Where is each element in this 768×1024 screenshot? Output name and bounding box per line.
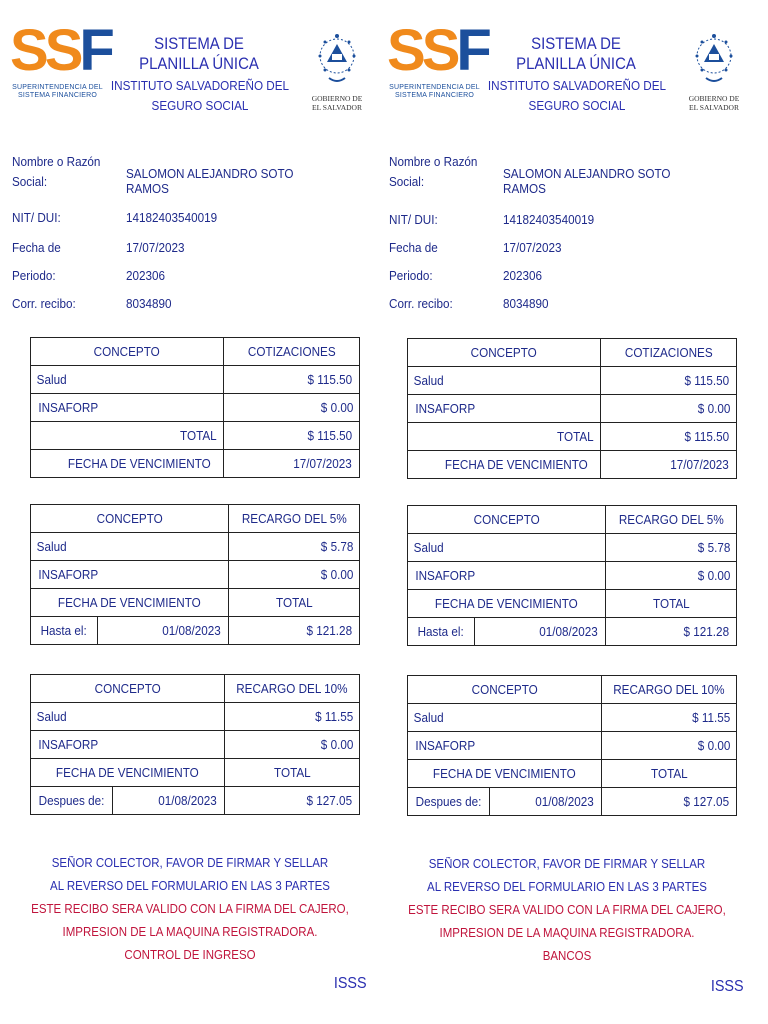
copy-label: BANCOS	[542, 949, 592, 963]
table-row: INSAFORP $ 0.00	[31, 561, 360, 589]
fecha-label: Fecha de	[12, 240, 61, 255]
cotizaciones-table	[30, 337, 360, 478]
table-row: INSAFORP $ 0.00	[408, 732, 737, 760]
institution-name: INSTITUTO SALVADOREÑO DEL SEGURO SOCIAL	[110, 78, 290, 113]
system-title: SISTEMA DE PLANILLA ÚNICA	[516, 34, 636, 73]
col-cotizaciones: COTIZACIONES	[247, 344, 336, 359]
copy-label: CONTROL DE INGRESO	[124, 948, 256, 962]
isss-footer: ISSS	[710, 978, 744, 995]
table-row: INSAFORP $ 0.00	[408, 395, 737, 423]
table-row: Salud $ 115.50	[408, 367, 737, 395]
table-row: Salud $ 11.55	[31, 703, 360, 731]
gov-line-1: GOBIERNO DE	[311, 94, 363, 103]
cotizaciones-table: CONCEPTO COTIZACIONES Salud $ 115.50 INSAFORP $ 0.00 TOTAL $ 115.50 FECHA DE VENCIMIENTO 17/07/2023	[407, 338, 737, 479]
nit-value: 14182403540019	[126, 210, 218, 225]
government-seal-icon	[311, 28, 363, 112]
due-row: FECHA DE VENCIMIENTO 17/07/2023	[31, 450, 360, 478]
col-concepto: CONCEPTO	[93, 344, 161, 359]
recargo-5-table: CONCEPTO RECARGO DEL 5% Salud $ 5.78 INSAFORP $ 0.00 FECHA DE VENCIMIENTO TOTAL Hasta el: 01/08/2023 $ 121.28	[30, 504, 360, 645]
table-row: Salud $ 5.78	[31, 533, 360, 561]
table-row: Salud $ 11.55	[408, 704, 737, 732]
logo-tagline: SUPERINTENDENCIA DEL SISTEMA FINANCIERO	[389, 84, 480, 99]
isss-footer: ISSS	[333, 975, 367, 992]
periodo-label: Periodo:	[12, 268, 56, 283]
ssf-logo: SSF SUPERINTENDENCIA DEL SISTEMA FINANCIERO	[10, 18, 111, 99]
due-row: FECHA DE VENCIMIENTO 17/07/2023	[408, 451, 737, 479]
table-row: INSAFORP $ 0.00	[31, 394, 360, 422]
name-value: SALOMON ALEJANDRO SOTO RAMOS	[126, 166, 294, 196]
periodo-value: 202306	[126, 268, 166, 283]
institution-name: INSTITUTO SALVADOREÑO DEL SEGURO SOCIAL	[487, 78, 667, 113]
total-row: TOTAL $ 115.50	[408, 423, 737, 451]
receipt-copy-control	[10, 0, 370, 1024]
system-title: SISTEMA DE PLANILLA ÚNICA	[139, 34, 259, 73]
collector-notes: SEÑOR COLECTOR, FAVOR DE FIRMAR Y SELLAR AL REVERSO DEL FORMULARIO EN LAS 3 PARTES ESTE RECIBO SERA VALIDO CON LA FIRMA DEL CAJERO, IMPRESION DE LA MAQUINA REGISTRADORA. CONTROL DE INGRESO	[10, 852, 370, 967]
fecha-value: 17/07/2023	[126, 240, 185, 255]
ssf-logo: SSF SUPERINTENDENCIA DEL SISTEMA FINANCIERO	[387, 18, 488, 99]
logo-tagline: SUPERINTENDENCIA DEL SISTEMA FINANCIERO	[12, 84, 103, 99]
corr-label: Corr. recibo:	[12, 296, 76, 311]
name-label: Nombre o Razón Social:	[12, 154, 101, 189]
table-row: Salud $ 115.50	[31, 366, 360, 394]
nit-label: NIT/ DUI:	[12, 210, 61, 225]
corr-value: 8034890	[126, 296, 172, 311]
receipt-header	[387, 20, 747, 120]
total-row: TOTAL $ 115.50	[31, 422, 360, 450]
table-row: Salud $ 5.78	[408, 534, 737, 562]
recargo-10-table: CONCEPTO RECARGO DEL 10% Salud $ 11.55 INSAFORP $ 0.00 FECHA DE VENCIMIENTO TOTAL Despues de: 01/08/2023 $ 127.05	[407, 675, 737, 816]
collector-notes: SEÑOR COLECTOR, FAVOR DE FIRMAR Y SELLAR AL REVERSO DEL FORMULARIO EN LAS 3 PARTES ESTE RECIBO SERA VALIDO CON LA FIRMA DEL CAJERO, IMPRESION DE LA MAQUINA REGISTRADORA. BANCOS	[387, 853, 747, 968]
table-row: INSAFORP $ 0.00	[31, 731, 360, 759]
gov-line-2: EL SALVADOR	[312, 103, 362, 112]
receipt-header	[10, 20, 370, 120]
recargo-10-table: CONCEPTO RECARGO DEL 10% Salud $ 11.55 INSAFORP $ 0.00 FECHA DE VENCIMIENTO TOTAL Despues de: 01/08/2023 $ 127.05	[30, 674, 360, 815]
receipt-copy-bancos: SSF SUPERINTENDENCIA DEL SISTEMA FINANCIERO SISTEMA DE PLANILLA ÚNICA INSTITUTO SALVADOREÑO DEL SEGURO SOCIAL GOBIERNO DE EL SALVADOR Nombre o Razón Social: SALOMON ALEJANDRO SOTO RAMOS NIT/ DUI: 14182403540019 Fecha de 17/07/2023 Periodo: 202306 Corr. recibo: 8034890 CONCEPTO COTIZACIONES Salud $ 115.50 INSAFORP $ 0.00 TOTAL $ 115.50 FECHA DE VENCIMIENTO 17/07/2023 CONCEPTO RECARGO DEL 5% Salud $ 5.78 INSAFORP $ 0.00 FECHA DE VENCIMIENTO TOTAL Hasta el: 01/08/2023 $ 121.28 CONCEPTO RECARGO DEL 10% Salud $ 11.55 INSAFORP $ 0.00 FECHA DE VENCIMIENTO TOTAL Despues de: 01/08/2023 $ 127.05 SEÑOR COLECTOR, FAVOR DE FIRMAR Y SELLAR AL REVERSO DEL FORMULARIO EN LAS 3 PARTES ESTE RECIBO SERA VALIDO CON LA FIRMA DEL CAJERO, IMPRESION DE LA MAQUINA REGISTRADORA. BANCOS ISSS	[387, 0, 747, 1024]
government-seal-icon: GOBIERNO DE EL SALVADOR	[692, 28, 736, 108]
table-row: INSAFORP $ 0.00	[408, 562, 737, 590]
recargo-5-table: CONCEPTO RECARGO DEL 5% Salud $ 5.78 INSAFORP $ 0.00 FECHA DE VENCIMIENTO TOTAL Hasta el: 01/08/2023 $ 121.28	[407, 505, 737, 646]
